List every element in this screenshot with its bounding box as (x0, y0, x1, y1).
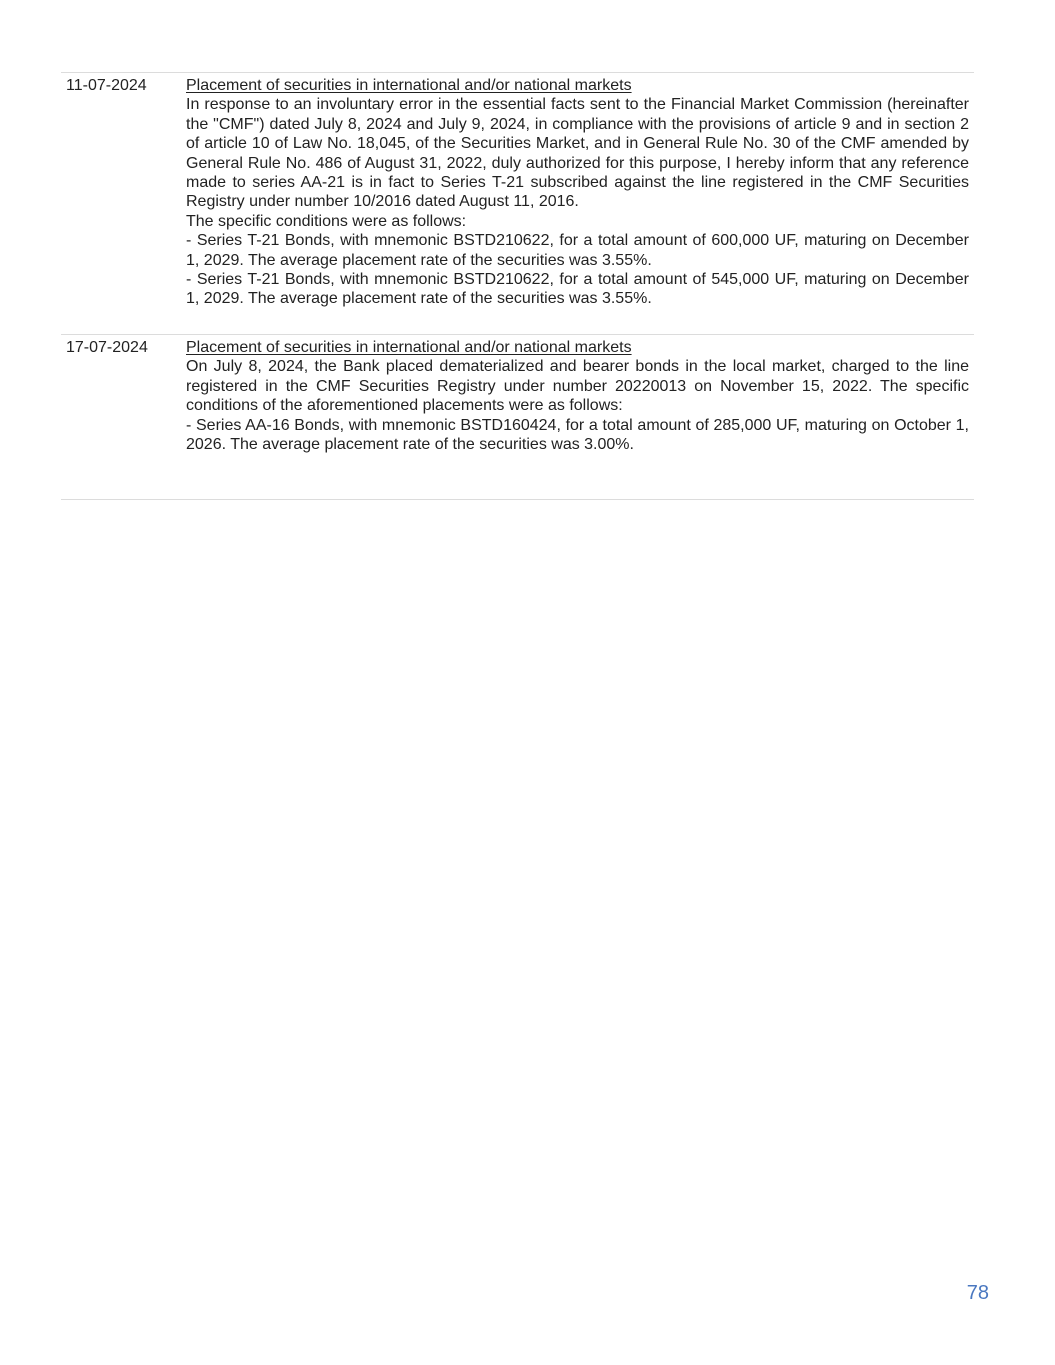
table-row (61, 335, 974, 499)
entry-content (186, 76, 974, 309)
table-bottom-rule (61, 499, 974, 500)
facts-table (61, 72, 974, 500)
entry-paragraph: - Series T-21 Bonds, with mnemonic BSTD210622, for a total amount of 545,000 UF, maturing on December 1, 2029. The average placement rate of the securities was 3.55%. (186, 271, 969, 308)
entry-paragraph: On July 8, 2024, the Bank placed dematerialized and bearer bonds in the local market, charged to the line registered in the CMF Securities Registry under number 20220013 on November 15, 2022. The specific conditions of the aforementioned placements were as follows: (186, 358, 969, 415)
entry-heading: Placement of securities in international and/or national markets (186, 77, 632, 94)
entry-date: 17-07-2024 (66, 338, 148, 356)
entry-paragraph: The specific conditions were as follows: (186, 212, 467, 230)
entry-content (186, 338, 974, 454)
entry-paragraph: - Series T-21 Bonds, with mnemonic BSTD210622, for a total amount of 600,000 UF, maturing on December 1, 2029. The average placement rate of the securities was 3.55%. (186, 232, 969, 269)
entry-paragraph: - Series AA-16 Bonds, with mnemonic BSTD160424, for a total amount of 285,000 UF, maturing on October 1, 2026. The average placement rate of the securities was 3.00%. (186, 416, 969, 453)
table-row (61, 73, 974, 334)
entry-date: 11-07-2024 (66, 77, 147, 94)
entry-heading: Placement of securities in international and/or national markets (186, 338, 632, 356)
entry-paragraph: In response to an involuntary error in the essential facts sent to the Financial Market Commission (hereinafter the "CMF") dated July 8, 2024 and July 9, 2024, in compliance with the provisions of article 9 and in section 2 of article 10 of Law No. 18,045, of the Securities Market, and in General Rule No. 30 of the CMF amended by General Rule No. 486 of August 31, 2022, duly authorized for this purpose, I hereby inform that any reference made to series AA-21 is in fact to Series T-21 subscribed against the line registered in the CMF Securities Registry under number 10/2016 dated August 11, 2016. (186, 96, 969, 211)
page-number: 78 (966, 1282, 989, 1304)
